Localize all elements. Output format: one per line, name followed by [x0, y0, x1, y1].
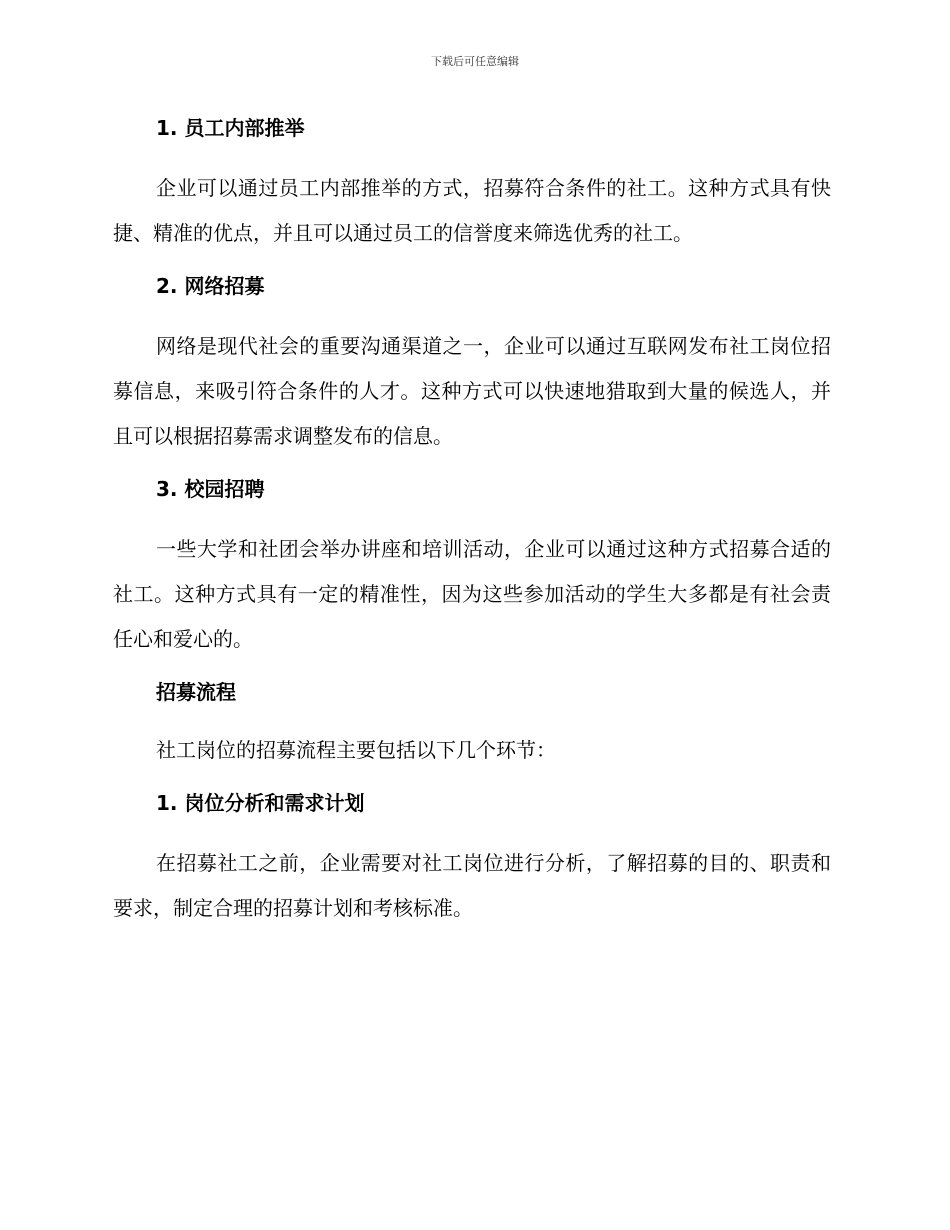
section-paragraph: 网络是现代社会的重要沟通渠道之一，企业可以通过互联网发布社工岗位招募信息，来吸引符合条件的人才。这种方式可以快速地猎取到大量的候选人，并且可以根据招募需求调整发布的信息。 — [113, 334, 831, 448]
section-paragraph: 一些大学和社团会举办讲座和培训活动，企业可以通过这种方式招募合适的社工。这种方式具有一定的精准性，因为这些参加活动的学生大多都是有社会责任心和爱心的。 — [113, 537, 831, 651]
section-heading: 2. 网络招募 — [156, 274, 265, 298]
document-body — [113, 112, 831, 931]
section-heading: 1. 岗位分析和需求计划 — [156, 791, 365, 815]
section-paragraph: 企业可以通过员工内部推举的方式，招募符合条件的社工。这种方式具有快捷、精准的优点，并且可以通过员工的信誉度来筛选优秀的社工。 — [113, 176, 831, 245]
section-heading: 1. 员工内部推举 — [156, 116, 305, 140]
section-paragraph: 社工岗位的招募流程主要包括以下几个环节： — [156, 738, 556, 762]
section-paragraph: 在招募社工之前，企业需要对社工岗位进行分析，了解招募的目的、职责和要求，制定合理的招募计划和考核标准。 — [113, 851, 831, 920]
section-heading: 招募流程 — [156, 680, 236, 704]
page-header-note: 下载后可任意编辑 — [431, 55, 519, 68]
section-heading: 3. 校园招聘 — [156, 477, 265, 501]
